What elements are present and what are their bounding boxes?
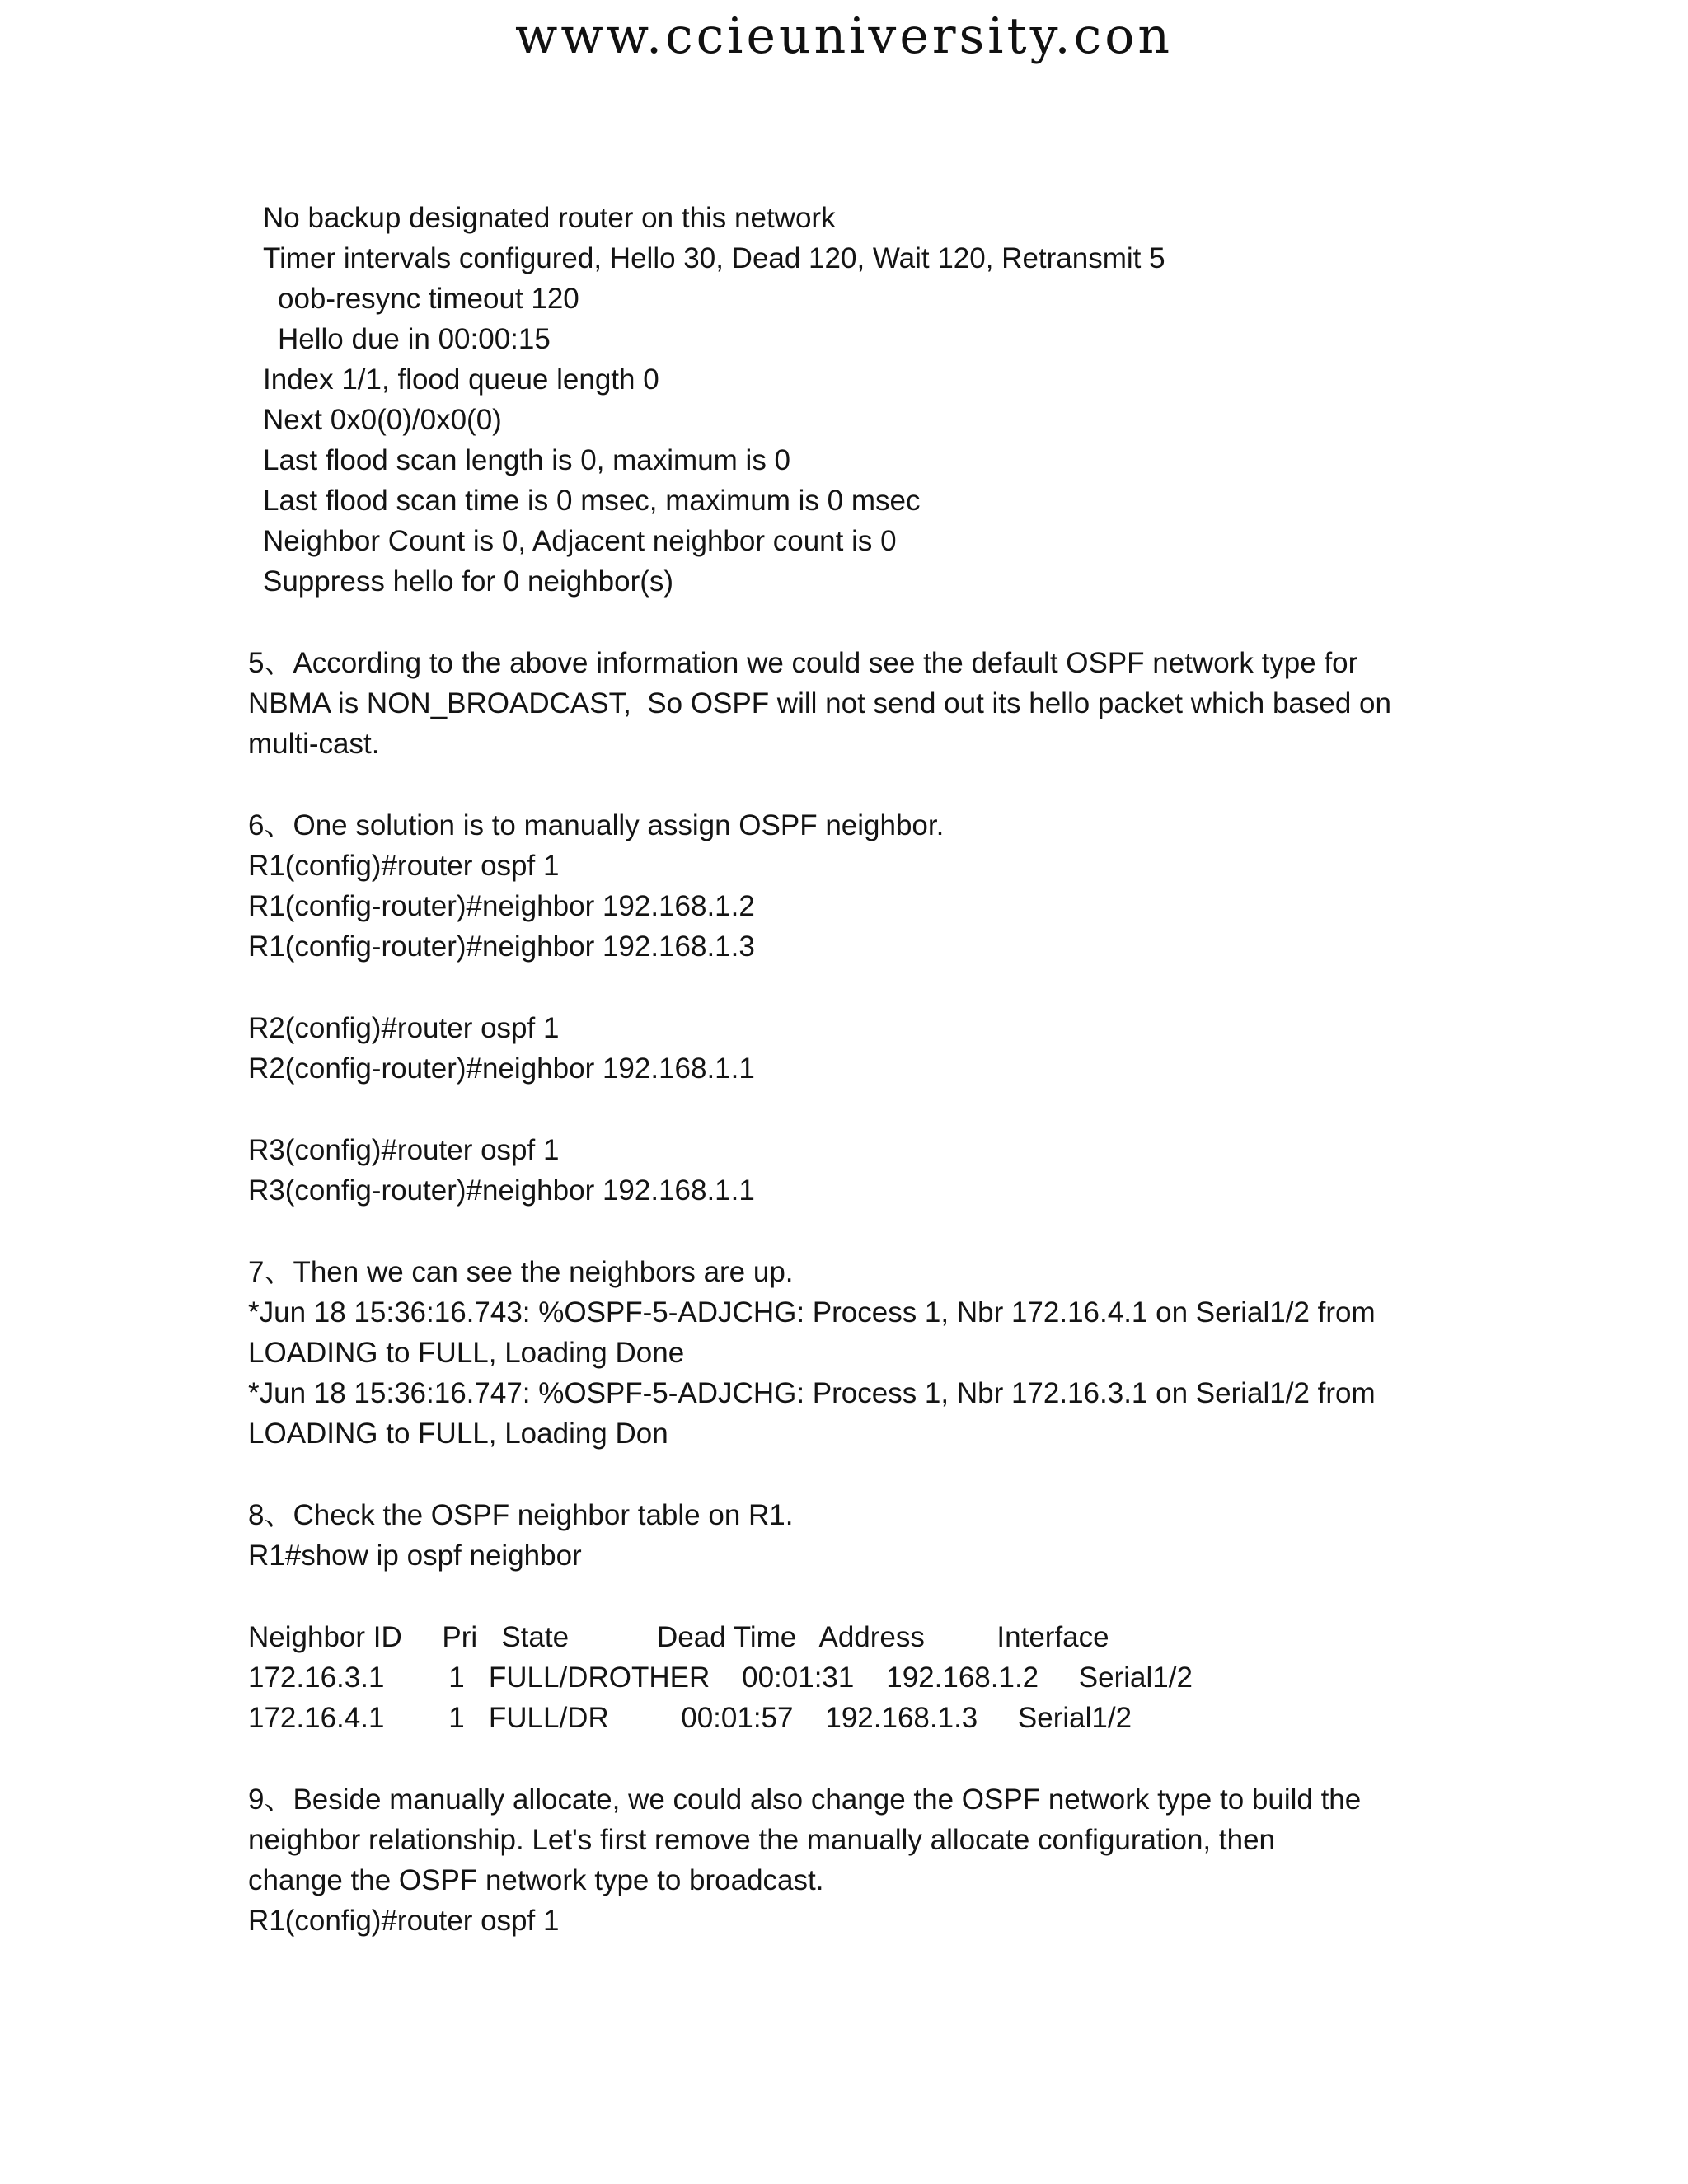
output-line: Next 0x0(0)/0x0(0)	[263, 404, 502, 436]
output-line: Neighbor Count is 0, Adjacent neighbor count is 0	[263, 525, 897, 557]
site-header: www.ccieuniversity.con	[515, 7, 1173, 65]
neighbor-table-row: 172.16.3.1 1 FULL/DROTHER 00:01:31 192.168.1.2 Serial1/2	[248, 1661, 1193, 1694]
step-heading: 7、Then we can see the neighbors are up.	[248, 1256, 794, 1288]
output-line: Last flood scan length is 0, maximum is 0	[263, 444, 791, 476]
step-heading: 8、Check the OSPF neighbor table on R1.	[248, 1499, 794, 1531]
step-9	[248, 1779, 1460, 1941]
paragraph-line: 5、According to the above information we could see the default OSPF network type for	[248, 647, 1358, 679]
config-line: R1(config)#router ospf 1	[248, 850, 560, 882]
document-body	[248, 198, 1460, 1941]
paragraph-line: NBMA is NON_BROADCAST, So OSPF will not send out its hello packet which based on	[248, 687, 1391, 719]
step-7	[248, 1252, 1460, 1454]
output-line: No backup designated router on this network	[263, 202, 836, 234]
neighbor-table-header: Neighbor ID Pri State Dead Time Address Interface	[248, 1621, 1109, 1653]
step-6	[248, 805, 1460, 1211]
output-line: Index 1/1, flood queue length 0	[263, 363, 659, 396]
paragraph-line: neighbor relationship. Let's first remove the manually allocate configuration, then	[248, 1824, 1276, 1856]
config-line: R2(config-router)#neighbor 192.168.1.1	[248, 1052, 755, 1085]
output-line: oob-resync timeout 120	[278, 283, 579, 315]
output-line: Hello due in 00:00:15	[278, 323, 551, 355]
step-5	[248, 643, 1460, 764]
command-line: R1#show ip ospf neighbor	[248, 1540, 582, 1572]
paragraph-line: change the OSPF network type to broadcast.	[248, 1864, 824, 1896]
output-line: Timer intervals configured, Hello 30, Dead 120, Wait 120, Retransmit 5	[263, 242, 1165, 274]
log-line: *Jun 18 15:36:16.743: %OSPF-5-ADJCHG: Process 1, Nbr 172.16.4.1 on Serial1/2 from	[248, 1296, 1376, 1329]
log-line: *Jun 18 15:36:16.747: %OSPF-5-ADJCHG: Process 1, Nbr 172.16.3.1 on Serial1/2 from	[248, 1377, 1376, 1409]
config-line: R3(config)#router ospf 1	[248, 1134, 560, 1166]
config-line: R2(config)#router ospf 1	[248, 1012, 560, 1044]
neighbor-table-row: 172.16.4.1 1 FULL/DR 00:01:57 192.168.1.3 Serial1/2	[248, 1702, 1132, 1734]
paragraph-line: 9、Beside manually allocate, we could also change the OSPF network type to build the	[248, 1783, 1362, 1816]
config-line: R1(config)#router ospf 1	[248, 1905, 560, 1937]
config-line: R1(config-router)#neighbor 192.168.1.3	[248, 930, 755, 963]
paragraph-line: multi-cast.	[248, 728, 380, 760]
step-heading: 6、One solution is to manually assign OSPF neighbor.	[248, 809, 945, 841]
config-line: R3(config-router)#neighbor 192.168.1.1	[248, 1174, 755, 1207]
config-line: R1(config-router)#neighbor 192.168.1.2	[248, 890, 755, 922]
interface-output	[248, 198, 1460, 602]
log-line: LOADING to FULL, Loading Done	[248, 1337, 685, 1369]
output-line: Last flood scan time is 0 msec, maximum is 0 msec	[263, 485, 921, 517]
step-8	[248, 1495, 1460, 1738]
log-line: LOADING to FULL, Loading Don	[248, 1418, 668, 1450]
output-line: Suppress hello for 0 neighbor(s)	[263, 565, 674, 598]
